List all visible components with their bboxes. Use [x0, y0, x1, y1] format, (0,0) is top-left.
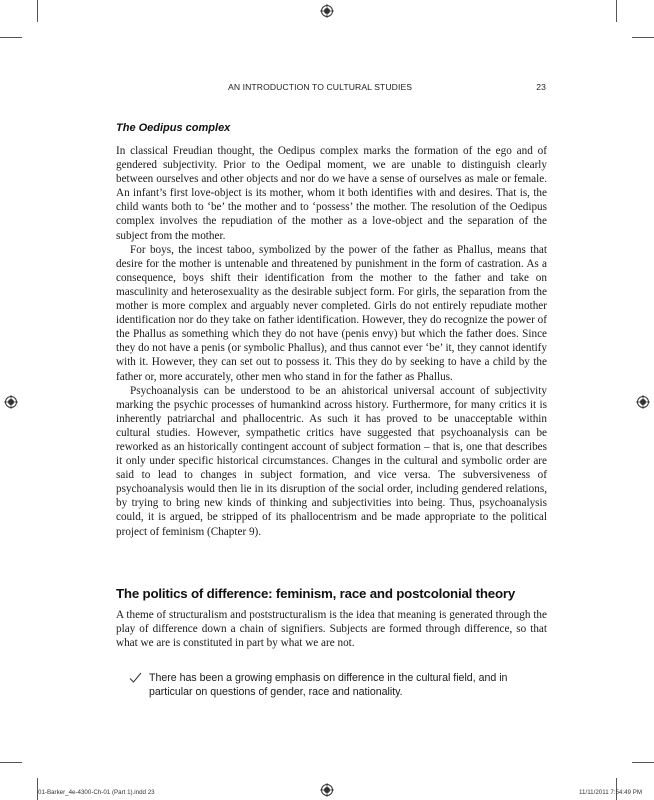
key-point-text: There has been a growing emphasis on difference in the cultural field, and in particular on questions of gender, race and nationality. — [149, 672, 508, 698]
running-title: AN INTRODUCTION TO CULTURAL STUDIES — [228, 82, 413, 92]
crop-mark — [632, 762, 654, 763]
section-heading: The Oedipus complex — [116, 122, 231, 134]
crop-mark — [0, 762, 22, 763]
registration-mark-icon — [320, 783, 334, 797]
registration-mark-icon — [4, 395, 18, 409]
crop-mark — [632, 37, 654, 38]
paragraph: A theme of structuralism and poststructuralism is the idea that meaning is generated through the play of difference down a chain of signifiers. Subjects are formed through difference, so that what we are is constituted in part by what we are not. — [116, 609, 547, 650]
body-text-block — [116, 144, 547, 539]
paragraph: For boys, the incest taboo, symbolized by the power of the father as Phallus, means that desire for the mother is untenable and threatened by punishment in the form of castration. As a consequence, boys shift their identification from the mother to the father and take on masculinity and heterosexuality as the desirable subject form. For girls, the separation from the mother is more complex and arguably never completed. Girls do not entirely repudiate mother identification nor do they take on father identification. However, they do recognize the power of the Phallus as something which they do not have (penis envy) but which the father does. Since they do not have a penis (or symbolic Phallus), and thus cannot ever ‘be’ it, they cannot identify with it. However, they can set out to possess it. This they do by seeking to have a child by the father or, more accurately, other men who stand in for the father as Phallus. — [116, 243, 547, 383]
crop-mark — [0, 37, 22, 38]
crop-mark — [616, 0, 617, 22]
file-info: 01-Barker_4e-4300-Ch-01 (Part 1).indd 23 — [38, 789, 155, 796]
registration-mark-icon — [636, 395, 650, 409]
crop-mark — [37, 0, 38, 22]
paragraph: Psychoanalysis can be understood to be an ahistorical universal account of subjectivity marking the psychic processes of humankind across history. Furthermore, for many critics it is inherently patriarchal and phallocentric. As such it has proved to be unacceptable within cultural studies. However, sympathetic critics have suggested that psychoanalysis can be reworked as an historically contingent account of subject formation – that is, one that describes it only under specific historical circumstances. Changes in the cultural and symbolic order are said to lead to changes in subject formation, and vice versa. The subversiveness of psychoanalysis would then lie in its disruption of the social order, including gendered relations, by trying to bring new kinds of thinking and subjectivities into being. Thus, psychoanalysis could, it is argued, be stripped of its phallocentrism and be made appropriate to the political project of feminism (Chapter 9). — [116, 384, 547, 538]
print-timestamp: 11/11/2011 7:54:49 PM — [579, 789, 642, 796]
section-heading: The politics of difference: feminism, race and postcolonial theory — [116, 586, 516, 601]
body-text-block — [116, 608, 547, 650]
paragraph: In classical Freudian thought, the Oedipus complex marks the formation of the ego and of gendered subjectivity. Prior to the Oedipal moment, we are unable to distinguish clearly between ourselves and other objects and nor do we have a sense of ourselves as male or female. An infant’s first love-object is its mother, whom it both identifies with and desires. That is, the child wants both to ‘be’ the mother and to ‘possess’ the mother. The resolution of the Oedipus complex involves the repudiation of the mother as a love-object and the separation of the subject from the mother. — [116, 145, 547, 242]
checkmark-icon — [129, 672, 142, 684]
registration-mark-icon — [320, 4, 334, 18]
page-number: 23 — [536, 82, 546, 92]
key-point — [129, 671, 549, 699]
